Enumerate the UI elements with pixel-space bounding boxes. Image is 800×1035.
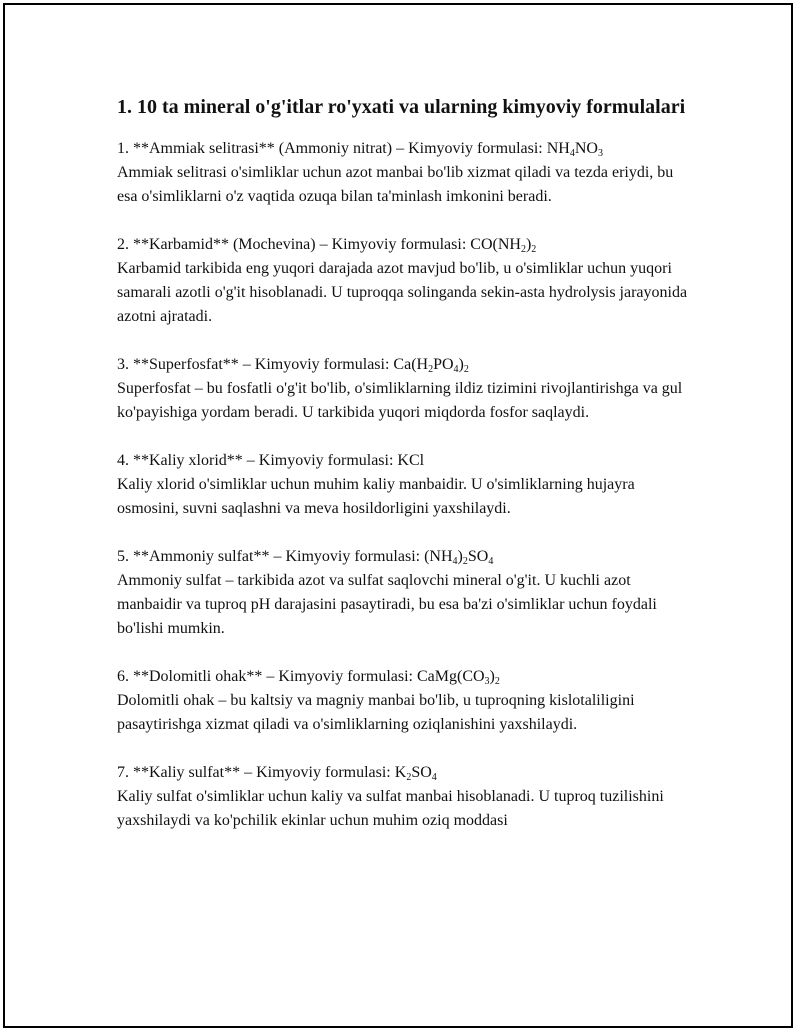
formula-subscript: 2 <box>428 364 434 375</box>
formula-subscript: 2 <box>494 676 500 687</box>
formula-text: K <box>394 764 407 781</box>
fertilizer-description: Dolomitli ohak – bu kaltsiy va magniy manbai bo'lib, u tuproqning kislotaliligini pasaytirishga xizmat qiladi va o'simliklarning oziqlanishini yaxshilaydi. <box>117 692 635 733</box>
fertilizer-description: Ammiak selitrasi o'simliklar uchun azot manbai bo'lib xizmat qiladi va tezda eriydi, bu esa o'simliklarni o'z vaqtida ozuqa bilan ta'minlash imkonini beradi. <box>117 164 674 205</box>
formula-subscript: 2 <box>463 364 469 375</box>
fertilizer-heading <box>117 665 692 689</box>
fertilizer-list <box>117 137 692 833</box>
formula-subscript: 2 <box>531 244 537 255</box>
document-content <box>117 94 692 857</box>
fertilizer-item <box>117 665 692 737</box>
fertilizer-description: Kaliy sulfat o'simliklar uchun kaliy va sulfat manbai hisoblanadi. U tuproq tuzilishini yaxshilaydi va ko'pchilik ekinlar uchun muhim oziq moddasi <box>117 788 664 829</box>
fertilizer-description: Superfosfat – bu fosfatli o'g'it bo'lib, o'simliklarning ildiz tizimini rivojlantirishga va gul ko'payishiga yordam beradi. U tarkibida yuqori miqdorda fosfor saqlaydi. <box>117 380 683 421</box>
fertilizer-item <box>117 137 692 209</box>
chemical-formula <box>397 452 424 469</box>
chemical-formula <box>393 356 468 373</box>
formula-text: ) <box>489 668 495 685</box>
formula-subscript: 4 <box>453 364 459 375</box>
fertilizer-heading-text: 2. **Karbamid** (Mochevina) – Kimyoviy formulasi: <box>117 236 467 253</box>
formula-text: Ca(H <box>393 356 429 373</box>
formula-subscript: 2 <box>462 556 468 567</box>
formula-text: ) <box>458 356 464 373</box>
fertilizer-description: Ammoniy sulfat – tarkibida azot va sulfat saqlovchi mineral o'g'it. U kuchli azot manbaidir va tuproq pH darajasini pasaytiradi, bu esa ba'zi o'simliklar uchun foydali bo'lishi mumkin. <box>117 572 657 637</box>
formula-subscript: 4 <box>488 556 494 567</box>
fertilizer-heading <box>117 449 692 473</box>
formula-text: CO(NH <box>470 236 521 253</box>
fertilizer-heading <box>117 761 692 785</box>
fertilizer-item <box>117 449 692 521</box>
fertilizer-description: Karbamid tarkibida eng yuqori darajada azot mavjud bo'lib, u o'simliklar uchun yuqori samarali azotli o'g'it hisoblanadi. U tuproqqa solinganda sekin-asta hydrolysis jarayonida azotni ajratadi. <box>117 260 688 325</box>
fertilizer-item <box>117 761 692 833</box>
chemical-formula <box>470 236 536 253</box>
fertilizer-item <box>117 233 692 329</box>
formula-text: ) <box>457 548 463 565</box>
chemical-formula <box>547 140 603 157</box>
fertilizer-item <box>117 545 692 641</box>
formula-text: SO <box>411 764 432 781</box>
formula-text: KCl <box>397 452 425 469</box>
fertilizer-heading <box>117 545 692 569</box>
fertilizer-item <box>117 353 692 425</box>
formula-subscript: 3 <box>597 148 603 159</box>
fertilizer-heading-text: 3. **Superfosfat** – Kimyoviy formulasi: <box>117 356 390 373</box>
fertilizer-description: Kaliy xlorid o'simliklar uchun muhim kaliy manbaidir. U o'simliklarning hujayra osmosini, suvni saqlashni va meva hosildorligini yaxshilaydi. <box>117 476 635 517</box>
formula-text: SO <box>467 548 489 565</box>
formula-text: ) <box>525 236 532 253</box>
formula-text: (NH <box>424 548 453 565</box>
formula-text: NO <box>574 140 598 157</box>
formula-subscript: 4 <box>452 556 458 567</box>
formula-text: NH <box>546 140 570 157</box>
formula-subscript: 4 <box>569 148 575 159</box>
fertilizer-heading <box>117 233 692 257</box>
chemical-formula <box>417 668 500 685</box>
formula-subscript: 2 <box>406 772 412 783</box>
formula-text: CaMg(CO <box>416 668 485 685</box>
fertilizer-heading-text: 4. **Kaliy xlorid** – Kimyoviy formulasi: <box>117 452 394 469</box>
formula-text: PO <box>433 356 454 373</box>
fertilizer-heading-text: 7. **Kaliy sulfat** – Kimyoviy formulasi: <box>117 764 391 781</box>
formula-subscript: 4 <box>431 772 437 783</box>
document-title: 1. 10 ta mineral o'g'itlar ro'yxati va ularning kimyoviy formulalari <box>117 96 686 118</box>
fertilizer-heading-text: 1. **Ammiak selitrasi** (Ammoniy nitrat) – Kimyoviy formulasi: <box>117 140 543 157</box>
fertilizer-heading-text: 6. **Dolomitli ohak** – Kimyoviy formulasi: <box>117 668 413 685</box>
chemical-formula <box>424 548 493 565</box>
formula-subscript: 2 <box>520 244 526 255</box>
fertilizer-heading <box>117 353 692 377</box>
fertilizer-heading <box>117 137 692 161</box>
chemical-formula <box>395 764 437 781</box>
fertilizer-heading-text: 5. **Ammoniy sulfat** – Kimyoviy formulasi: <box>117 548 421 565</box>
formula-subscript: 3 <box>484 676 490 687</box>
